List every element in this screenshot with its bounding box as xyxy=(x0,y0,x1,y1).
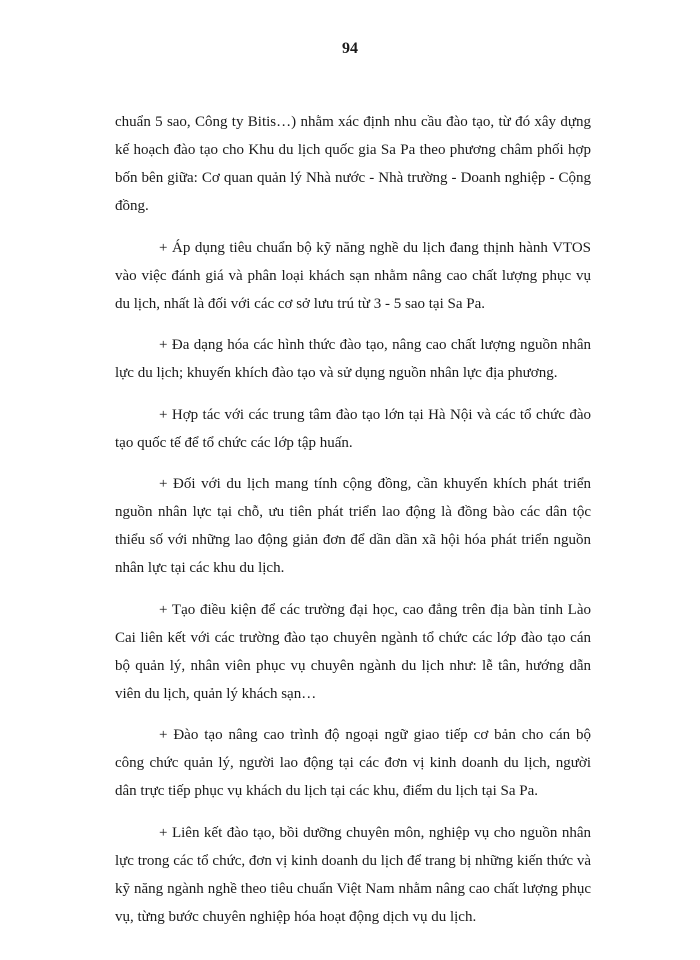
page-number: 94 xyxy=(342,40,358,57)
paragraph-professional-training: + Liên kết đào tạo, bồi dưỡng chuyên môn, nghiệp vụ cho nguồn nhân lực trong các tổ chức, đơn vị kinh doanh du lịch để trang bị những kiến thức và kỹ năng ngành nghề theo tiêu chuẩn Việt Nam nhằm nâng cao chất lượng phục vụ, từng bước chuyên nghiệp hóa hoạt động dịch vụ du lịch. xyxy=(115,824,591,925)
body-text xyxy=(115,108,591,944)
paragraph-community-tourism: + Đối với du lịch mang tính cộng đồng, cần khuyến khích phát triển nguồn nhân lực tại chỗ, ưu tiên phát triển lao động là đồng bào các dân tộc thiểu số với những lao động giản đơn để dần dần xã hội hóa phát triển nguồn nhân lực tại các khu du lịch. xyxy=(115,476,591,576)
paragraph-vtos-standard: + Áp dụng tiêu chuẩn bộ kỹ năng nghề du lịch đang thịnh hành VTOS vào việc đánh giá và phân loại khách sạn nhằm nâng cao chất lượng phục vụ du lịch, nhất là đối với các cơ sở lưu trú từ 3 - 5 sao tại Sa Pa. xyxy=(115,239,591,312)
paragraph-university-linkage: + Tạo điều kiện để các trường đại học, cao đẳng trên địa bàn tỉnh Lào Cai liên kết với các trường đào tạo chuyên ngành tổ chức các lớp đào tạo cán bộ quản lý, nhân viên phục vụ chuyên ngành du lịch như: lễ tân, hướng dẫn viên du lịch, quản lý khách sạn… xyxy=(115,601,591,702)
paragraph-foreign-language: + Đào tạo nâng cao trình độ ngoại ngữ giao tiếp cơ bản cho cán bộ công chức quản lý, người lao động tại các đơn vị kinh doanh du lịch, người dân trực tiếp phục vụ khách du lịch tại các khu, điểm du lịch tại Sa Pa. xyxy=(115,727,591,799)
paragraph-continuation: chuẩn 5 sao, Công ty Bitis…) nhằm xác định nhu cầu đào tạo, từ đó xây dựng kế hoạch đào tạo cho Khu du lịch quốc gia Sa Pa theo phương châm phối hợp bốn bên giữa: Cơ quan quản lý Nhà nước - Nhà trường - Doanh nghiệp - Cộng đồng. xyxy=(115,114,591,214)
paragraph-diversify-training: + Đa dạng hóa các hình thức đào tạo, nâng cao chất lượng nguồn nhân lực du lịch; khuyến khích đào tạo và sử dụng nguồn nhân lực địa phương. xyxy=(115,337,591,381)
paragraph-hanoi-cooperation: + Hợp tác với các trung tâm đào tạo lớn tại Hà Nội và các tổ chức đào tạo quốc tế để tổ chức các lớp tập huấn. xyxy=(115,406,591,451)
